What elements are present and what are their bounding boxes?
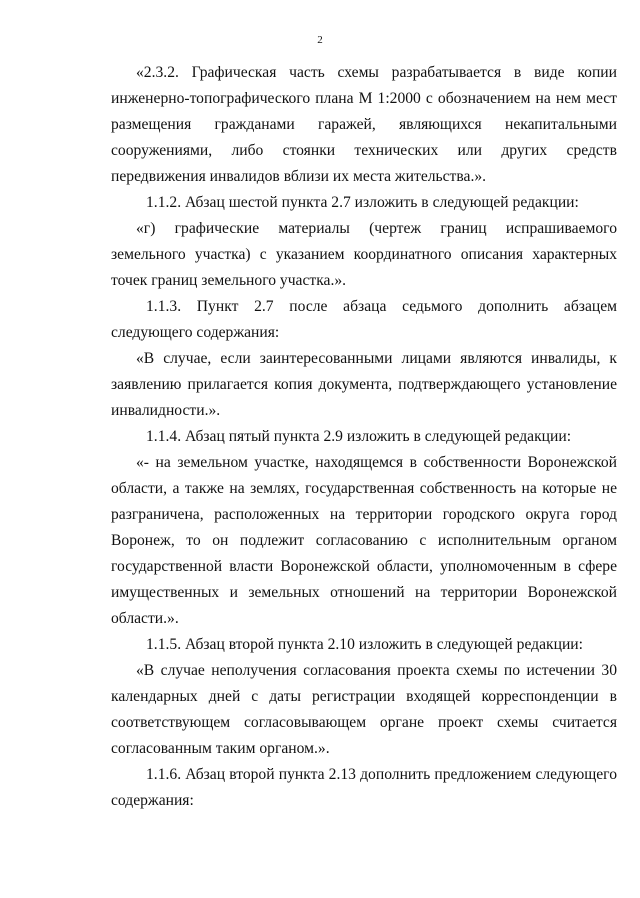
paragraph-quote-voronezh: «- на земельном участке, находящемся в собственности Воронежской области, а также на землях, государственная собственность на которые не разграничена, расположенных на территории городского округа город Воронеж, то он подлежит согласованию с исполнительным органом государственной власти Воронежской области, уполномоченным в сфере имущественных и земельных отношений на территории Воронежской области.».: [111, 454, 617, 627]
page-number: 2: [317, 34, 323, 46]
paragraph-item-1-1-4: 1.1.4. Абзац пятый пункта 2.9 изложить в следующей редакции:: [146, 428, 572, 445]
paragraph-quote-g: «г) графические материалы (чертеж границ испрашиваемого земельного участка) с указанием координатного описания характерных точек границ земельного участка.».: [111, 220, 617, 289]
paragraph-quote-disabled: «В случае, если заинтересованными лицами являются инвалиды, к заявлению прилагается копия документа, подтверждающего установление инвалидности.».: [111, 350, 617, 419]
paragraph-item-1-1-2: 1.1.2. Абзац шестой пункта 2.7 изложить в следующей редакции:: [146, 194, 579, 211]
document-body: [111, 60, 617, 814]
paragraph-item-1-1-6: 1.1.6. Абзац второй пункта 2.13 дополнить предложением следующего содержания:: [111, 766, 617, 809]
paragraph-quote-2-3-2: «2.3.2. Графическая часть схемы разрабатывается в виде копии инженерно-топографического плана М 1:2000 с обозначением на нем мест размещения гражданами гаражей, являющихся некапитальными сооружениями, либо стоянки технических или других средств передвижения инвалидов вблизи их места жительства.».: [111, 64, 617, 185]
paragraph-quote-approval: «В случае неполучения согласования проекта схемы по истечении 30 календарных дней с даты регистрации входящей корреспонденции в соответствующем согласовывающем органе проект схемы считается согласованным таким органом.».: [111, 662, 617, 757]
paragraph-item-1-1-3: 1.1.3. Пункт 2.7 после абзаца седьмого дополнить абзацем следующего содержания:: [111, 298, 617, 341]
paragraph-item-1-1-5: 1.1.5. Абзац второй пункта 2.10 изложить в следующей редакции:: [146, 636, 583, 653]
